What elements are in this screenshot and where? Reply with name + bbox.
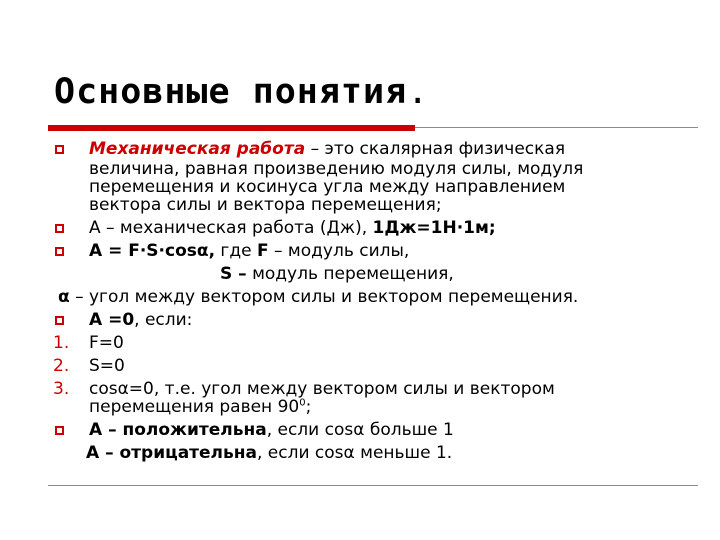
condition-2: S=0 — [89, 356, 125, 376]
displacement-line: S – модуль перемещения, — [220, 264, 454, 284]
title-accent-bar — [48, 125, 415, 131]
condition-3: cosα=0, т.е. угол между вектором силы и вектором — [89, 379, 555, 399]
negative-work-line: А – отрицательна, если cosα меньше 1. — [86, 443, 453, 463]
definition-line-3: перемещения и косинуса угла между направлением — [89, 177, 566, 197]
positive-work-line: А – положительна, если cosα больше 1 — [89, 420, 454, 440]
bullet-square-icon — [55, 224, 64, 233]
list-number: 1. — [53, 333, 70, 353]
condition-1: F=0 — [89, 333, 124, 353]
list-number: 3. — [53, 379, 70, 399]
condition-3-cont: перемещения равен $90^0$; — [89, 397, 312, 417]
formula-line: А = F·S·cosα, где F – модуль силы, — [89, 241, 410, 261]
definition-line-1: Механическая работа – это скалярная физическая — [89, 139, 566, 159]
zero-work-line: А =0, если: — [89, 310, 193, 330]
footer-rule — [48, 485, 698, 486]
angle-line: α – угол между вектором силы и вектором перемещения. — [58, 287, 579, 307]
units-line: А – механическая работа (Дж), 1Дж=1Н·1м; — [89, 218, 496, 238]
bullet-square-icon — [55, 247, 64, 256]
list-number: 2. — [53, 356, 70, 376]
definition-line-4: вектора силы и вектора перемещения; — [89, 195, 442, 215]
bullet-square-icon — [55, 145, 64, 154]
term-mechanical-work: Механическая работа — [89, 139, 306, 159]
bullet-square-icon — [55, 426, 64, 435]
slide-title: Основные понятия. — [54, 72, 430, 112]
bullet-square-icon — [55, 316, 64, 325]
definition-line-2: величина, равная произведению модуля силы, модуля — [89, 159, 584, 179]
